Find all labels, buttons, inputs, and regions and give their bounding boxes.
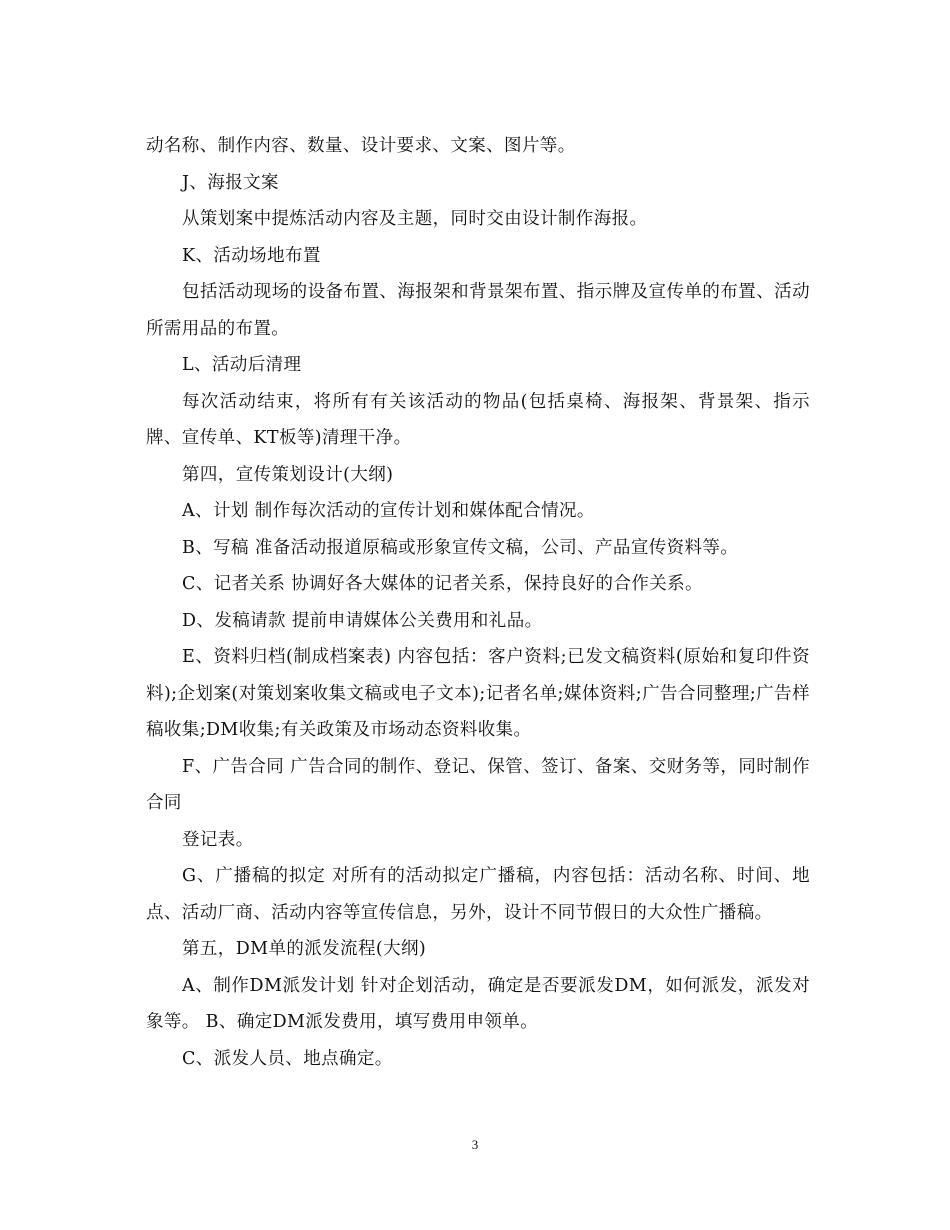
document-body (146, 128, 810, 1077)
paragraph-5: 包括活动现场的设备布置、海报架和背景架布置、指示牌及宣传单的布置、活动所需用品的布置。 (146, 282, 810, 339)
paragraph-10: B、写稿 准备活动报道原稿或形象宣传文稿，公司、产品宣传资料等。 (182, 537, 739, 558)
paragraph-11: C、记者关系 协调好各大媒体的记者关系，保持良好的合作关系。 (182, 574, 703, 594)
paragraph-2: J、海报文案 (182, 172, 279, 193)
page-number: 3 (471, 1137, 479, 1152)
paragraph-3: 从策划案中提炼活动内容及主题，同时交由设计制作海报。 (182, 209, 648, 229)
paragraph-7: 每次活动结束，将所有有关该活动的物品(包括桌椅、海报架、背景架、指示牌、宣传单、KT板等)清理干净。 (146, 391, 810, 448)
paragraph-13: E、资料归档(制成档案表) 内容包括：客户资料;已发文稿资料(原始和复印件资料);企划案(对策划案收集文稿或电子文本);记者名单;媒体资料;广告合同整理;广告样稿收集;DM收集;有关政策及市场动态资料收集。 (146, 647, 810, 740)
paragraph-17: 第五，DM单的派发流程(大纲) (182, 939, 427, 959)
paragraph-1: 动名称、制作内容、数量、设计要求、文案、图片等。 (146, 136, 576, 156)
paragraph-4: K、活动场地布置 (182, 245, 321, 266)
paragraph-8: 第四，宣传策划设计(大纲) (182, 464, 394, 485)
paragraph-9: A、计划 制作每次活动的宣传计划和媒体配合情况。 (182, 501, 595, 521)
paragraph-18: A、制作DM派发计划 针对企划活动，确定是否要派发DM，如何派发，派发对象等。 B、确定DM派发费用，填写费用申领单。 (146, 975, 810, 1032)
paragraph-15: 登记表。 (182, 829, 254, 850)
paragraph-19: C、派发人员、地点确定。 (182, 1048, 393, 1069)
paragraph-14: F、广告合同 广告合同的制作、登记、保管、签订、备案、交财务等，同时制作合同 (146, 756, 810, 813)
paragraph-12: D、发稿请款 提前申请媒体公关费用和礼品。 (182, 610, 543, 631)
paragraph-6: L、活动后清理 (182, 355, 302, 375)
paragraph-16: G、广播稿的拟定 对所有的活动拟定广播稿，内容包括：活动名称、时间、地点、活动厂商、活动内容等宣传信息，另外，设计不同节假日的大众性广播稿。 (146, 866, 810, 923)
